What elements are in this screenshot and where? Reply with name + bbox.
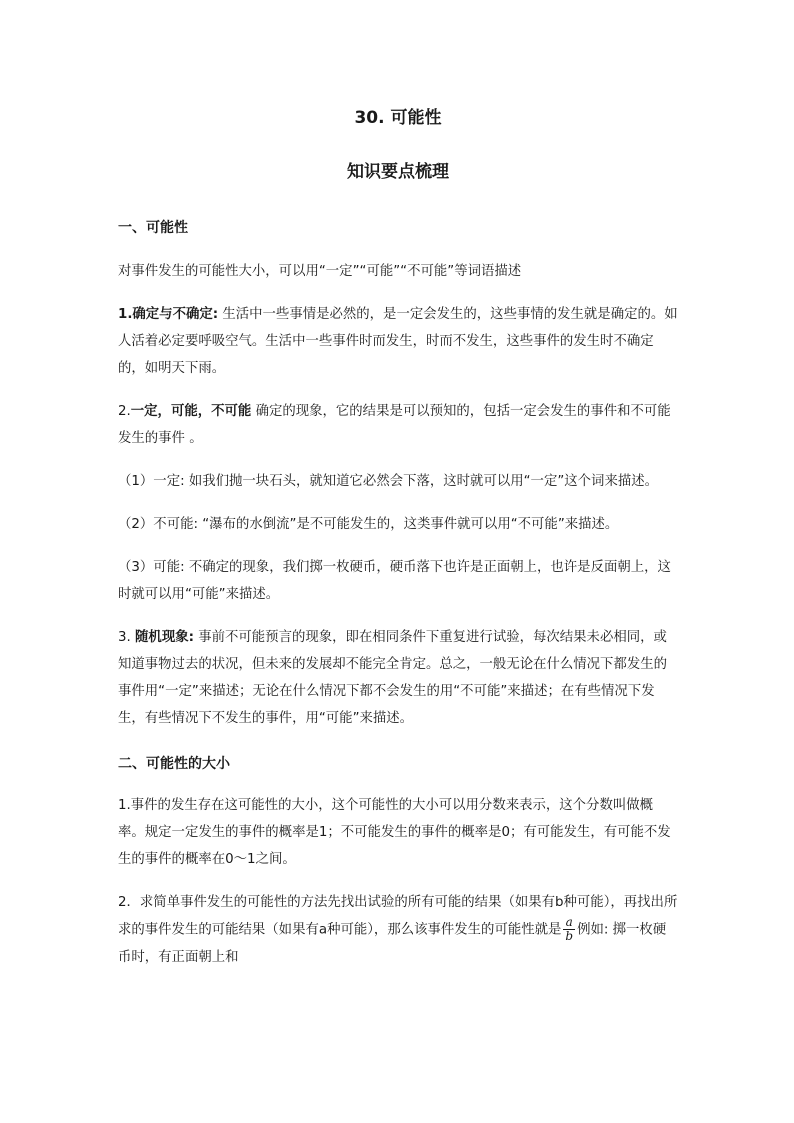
paragraph-text: 生活中一些事情是必然的，是一定会发生的，这些事情的发生就是确定的。如人活着必定要呼吸空气。生活中一些事件时而发生，时而不发生，这些事件的发生时不确定的，如明天下雨。	[118, 307, 678, 376]
fraction-numerator: a	[563, 916, 575, 930]
paragraph-number: 2.	[118, 404, 131, 419]
list-item-impossible: （2）不可能: “瀑布的水倒流”是不可能发生的，这类事件就可以用“不可能”来描述。	[118, 517, 619, 532]
paragraph-label: 一定，可能，不可能	[130, 404, 252, 419]
paragraph-certain-uncertain	[118, 301, 678, 382]
paragraph-label: 1.确定与不确定:	[118, 307, 219, 322]
list-item-definite: （1）一定: 如我们抛一块石头，就知道它必然会下落，这时就可以用“一定”这个词来描述。	[118, 474, 659, 489]
section-heading-possibility: 一、可能性	[118, 220, 188, 236]
paragraph-text: 事前不可能预言的现象，即在相同条件下重复进行试验，每次结果未必相同，或知道事物过去的状况，但未来的发展却不能完全肯定。总之，一般无论在什么情况下都发生的事件用“一定”来描述；无论在什么情况下都不会发生的用“不可能”来描述；在有些情况下发生，有些情况下不发生的事件，用“可能”来描述。	[118, 630, 668, 726]
fraction-denominator: b	[565, 929, 574, 943]
paragraph-label: 随机现象:	[135, 630, 194, 645]
section1-intro: 对事件发生的可能性大小，可以用“一定”“可能”“不可能”等词语描述	[118, 264, 522, 279]
paragraph-random-phenomenon	[118, 624, 678, 732]
fraction-a-over-b	[563, 916, 575, 943]
paragraph-text: 2．求简单事件发生的可能性的方法先找出试验的所有可能的结果（如果有b种可能），再找出所求的事件发生的可能结果（如果有a种可能），那么该事件发生的可能性就是	[118, 895, 678, 938]
paragraph-number: 3.	[118, 630, 131, 645]
section-heading-probability-size: 二、可能性的大小	[118, 756, 230, 772]
paragraph-text: 确定的现象，它的结果是可以预知的，包括一定会发生的事件和不可能发生的事件 。	[118, 404, 671, 446]
paragraph-probability-method	[118, 889, 678, 971]
document-subtitle: 知识要点梳理	[347, 162, 449, 182]
paragraph-text-continued: 例如: 掷一枚硬币时，有正面朝上和	[118, 922, 667, 965]
document-content	[118, 104, 678, 971]
paragraph-definite-possible-impossible	[118, 398, 678, 452]
list-item-possible: （3）可能: 不确定的现象，我们掷一枚硬币，硬币落下也许是正面朝上，也许是反面朝上，这时就可以用“可能”来描述。	[118, 560, 671, 602]
paragraph-probability-definition: 1.事件的发生存在这可能性的大小，这个可能性的大小可以用分数来表示，这个分数叫做概率。规定一定发生的事件的概率是1；不可能发生的事件的概率是0；有可能发生，有可能不发生的事件的概率在0～1之间。	[118, 798, 671, 867]
document-title: 30. 可能性	[354, 108, 442, 128]
